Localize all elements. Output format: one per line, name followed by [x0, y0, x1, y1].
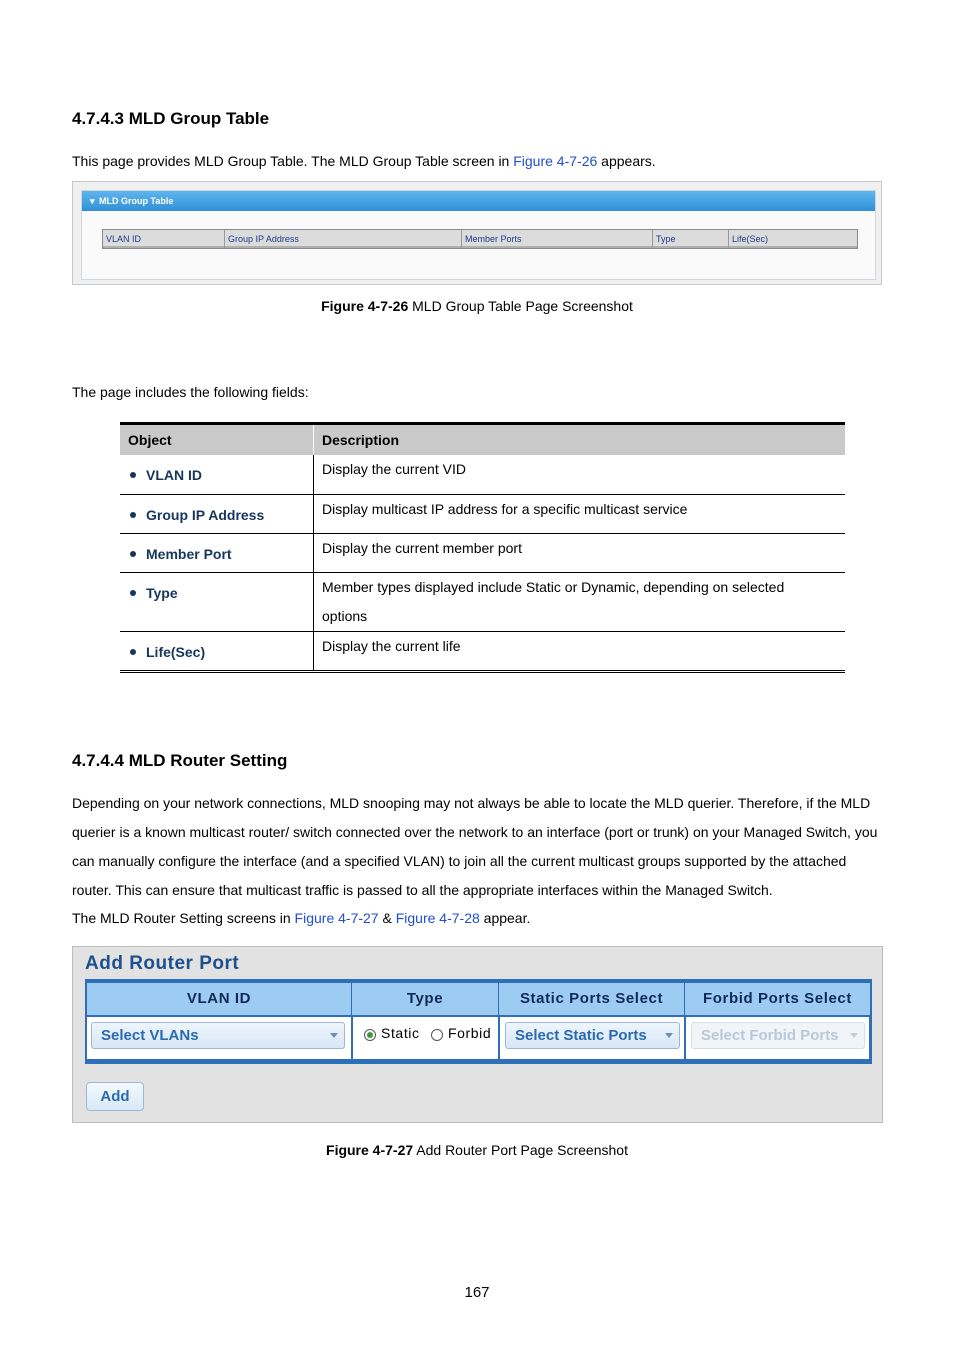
figure-link-4-7-26[interactable]: Figure 4-7-26: [513, 153, 598, 169]
table-row: [120, 455, 845, 494]
bullet-icon: [130, 590, 136, 596]
object-cell: [120, 631, 314, 671]
caption-text: Add Router Port Page Screenshot: [413, 1142, 628, 1158]
header-forbid-ports: Forbid Ports Select: [685, 983, 870, 1015]
caption-label: Figure 4-7-27: [326, 1142, 414, 1158]
header-description: Description: [314, 424, 846, 456]
header-static-ports: Static Ports Select: [499, 983, 685, 1015]
description-text: Display the current life: [322, 637, 461, 654]
ref-text: The MLD Router Setting screens in: [72, 910, 295, 926]
section1-intro: [72, 147, 656, 176]
ref-text-mid: &: [378, 910, 396, 926]
table-row: [120, 494, 845, 533]
select-vlans-label: Select VLANs: [101, 1027, 199, 1044]
figure-add-router-port: [72, 946, 883, 1123]
object-cell: [120, 533, 314, 572]
page-number: 167: [464, 1284, 490, 1301]
add-button[interactable]: Add: [86, 1082, 144, 1111]
col-life: Life(Sec): [728, 230, 857, 248]
select-static-ports-label: Select Static Ports: [515, 1027, 647, 1044]
figure-link-4-7-27[interactable]: Figure 4-7-27: [294, 910, 379, 926]
dropdown-arrow-icon: [850, 1033, 858, 1038]
figure-4-7-27-caption: [0, 1142, 954, 1158]
object-name: Type: [146, 584, 178, 601]
section-heading-mld-group-table: 4.7.4.3 MLD Group Table: [72, 109, 270, 128]
caption-label: Figure 4-7-26: [321, 298, 409, 314]
cell-static-ports: [500, 1017, 684, 1059]
bullet-icon: [130, 551, 136, 557]
description-cell: [314, 494, 846, 533]
cell-type: [353, 1017, 498, 1059]
object-name: VLAN ID: [146, 467, 202, 483]
add-router-port-title: Add Router Port: [85, 953, 240, 974]
header-object: Object: [120, 424, 314, 456]
select-static-ports-dropdown[interactable]: [505, 1022, 680, 1049]
panel-title: MLD Group Table: [99, 196, 174, 206]
description-text: Member types displayed include Static or Dynamic, depending on selected options: [322, 578, 785, 624]
radio-static-label: Static: [381, 1025, 420, 1041]
description-text: Display the current member port: [322, 539, 522, 556]
description-cell: [314, 533, 846, 572]
description-text: Display the current VID: [322, 461, 466, 477]
select-forbid-ports-label: Select Forbid Ports: [701, 1027, 839, 1044]
description-cell: [314, 631, 846, 671]
section-heading-mld-router-setting: 4.7.4.4 MLD Router Setting: [72, 751, 288, 770]
mld-group-table-panel: [81, 190, 876, 280]
header-vlan-id: VLAN ID: [87, 983, 352, 1015]
radio-forbid-label: Forbid: [448, 1025, 492, 1041]
col-group-ip: Group IP Address: [224, 230, 461, 248]
figure-4-7-26-caption: [0, 298, 954, 314]
section2-figure-ref: [72, 904, 530, 933]
collapse-arrow-icon[interactable]: ▾: [90, 196, 95, 206]
description-cell: [314, 455, 846, 494]
object-cell: [120, 494, 314, 533]
cell-vlan-select: [87, 1017, 351, 1059]
ref-text-end: appear.: [479, 910, 531, 926]
description-cell: [314, 572, 846, 631]
description-text: Display multicast IP address for a specific multicast service: [322, 500, 688, 517]
select-vlans-dropdown[interactable]: [91, 1022, 345, 1049]
bullet-icon: [130, 649, 136, 655]
col-member-ports: Member Ports: [461, 230, 652, 248]
table-row: [120, 533, 845, 572]
add-router-port-table: [85, 979, 872, 1064]
dropdown-arrow-icon: [665, 1033, 673, 1038]
mld-group-table-header: [102, 229, 858, 249]
table-row: [120, 631, 845, 671]
panel-title-bar[interactable]: [82, 191, 875, 211]
fields-table: [120, 422, 845, 673]
col-type: Type: [652, 230, 728, 248]
col-vlan-id: VLAN ID: [106, 234, 142, 244]
table-row: [120, 572, 845, 631]
bullet-icon: [130, 512, 136, 518]
section2-paragraph: Depending on your network connections, MLD snooping may not always be able to locate the MLD querier. Therefore, if the MLD querier is a known multicast router/ switch connected over the network to an interface (port or trunk) on your Managed Switch, you can manually configure the interface (and a specified VLAN) to join all the current multicast groups supported by the attached router. This can ensure that multicast traffic is passed to all the appropriate interfaces within the Managed Switch.: [72, 795, 878, 898]
object-name: Group IP Address: [146, 506, 265, 523]
object-cell: [120, 572, 314, 631]
object-cell: [120, 455, 314, 494]
fields-table-header: [120, 424, 845, 456]
intro-text: This page provides MLD Group Table. The MLD Group Table screen in: [72, 153, 514, 169]
figure-mld-group-table: [72, 181, 882, 285]
select-forbid-ports-dropdown[interactable]: [691, 1022, 865, 1049]
cell-forbid-ports: [686, 1017, 869, 1059]
object-name: Member Port: [146, 545, 232, 562]
radio-forbid[interactable]: [431, 1029, 443, 1041]
header-type: Type: [352, 983, 499, 1015]
intro-text-end: appears.: [597, 153, 656, 169]
dropdown-arrow-icon: [330, 1033, 338, 1038]
bullet-icon: [130, 472, 136, 478]
caption-text: MLD Group Table Page Screenshot: [408, 298, 633, 314]
radio-static[interactable]: [364, 1029, 376, 1041]
object-name: Life(Sec): [146, 643, 206, 660]
fields-intro: The page includes the following fields:: [72, 384, 309, 400]
figure-link-4-7-28[interactable]: Figure 4-7-28: [395, 910, 480, 926]
